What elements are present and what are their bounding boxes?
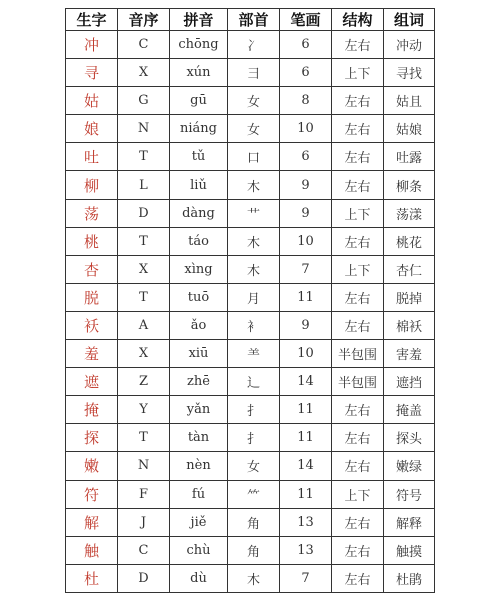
cell-initial: C [118, 536, 170, 564]
cell-pinyin: nèn [170, 452, 228, 480]
cell-initial: L [118, 171, 170, 199]
cell-structure: 半包围 [332, 368, 384, 396]
cell-character: 桃 [66, 227, 118, 255]
cell-pinyin: xìng [170, 255, 228, 283]
cell-initial: F [118, 480, 170, 508]
cell-initial: Y [118, 396, 170, 424]
cell-character: 解 [66, 508, 118, 536]
cell-radical: 彐 [228, 59, 280, 87]
cell-strokes: 11 [280, 424, 332, 452]
cell-structure: 左右 [332, 31, 384, 59]
cell-initial: T [118, 143, 170, 171]
cell-radical: 辶 [228, 368, 280, 396]
cell-character: 荡 [66, 199, 118, 227]
cell-strokes: 8 [280, 87, 332, 115]
table-row [66, 59, 435, 87]
cell-word: 解释 [384, 508, 435, 536]
cell-strokes: 13 [280, 536, 332, 564]
table-body [66, 31, 435, 593]
cell-pinyin: chōng [170, 31, 228, 59]
cell-radical: 木 [228, 255, 280, 283]
header-word: 组词 [384, 9, 435, 31]
cell-pinyin: dù [170, 564, 228, 592]
cell-strokes: 6 [280, 59, 332, 87]
cell-strokes: 10 [280, 227, 332, 255]
cell-initial: T [118, 424, 170, 452]
table-row [66, 311, 435, 339]
cell-pinyin: tǔ [170, 143, 228, 171]
cell-character: 羞 [66, 340, 118, 368]
cell-strokes: 11 [280, 283, 332, 311]
cell-structure: 上下 [332, 480, 384, 508]
cell-initial: C [118, 31, 170, 59]
cell-radical: 冫 [228, 31, 280, 59]
cell-pinyin: tuō [170, 283, 228, 311]
cell-word: 寻找 [384, 59, 435, 87]
cell-strokes: 14 [280, 368, 332, 396]
table-row [66, 480, 435, 508]
cell-structure: 左右 [332, 424, 384, 452]
cell-initial: N [118, 115, 170, 143]
header-structure: 结构 [332, 9, 384, 31]
table-row [66, 143, 435, 171]
cell-word: 探头 [384, 424, 435, 452]
cell-pinyin: xún [170, 59, 228, 87]
cell-character: 柳 [66, 171, 118, 199]
table-row [66, 87, 435, 115]
cell-structure: 左右 [332, 564, 384, 592]
cell-word: 脱掉 [384, 283, 435, 311]
cell-initial: T [118, 283, 170, 311]
cell-word: 嫩绿 [384, 452, 435, 480]
cell-strokes: 6 [280, 31, 332, 59]
cell-structure: 上下 [332, 199, 384, 227]
cell-pinyin: ǎo [170, 311, 228, 339]
cell-structure: 左右 [332, 508, 384, 536]
header-radical: 部首 [228, 9, 280, 31]
cell-pinyin: gū [170, 87, 228, 115]
cell-radical: 扌 [228, 396, 280, 424]
cell-character: 杏 [66, 255, 118, 283]
header-character: 生字 [66, 9, 118, 31]
cell-pinyin: yǎn [170, 396, 228, 424]
cell-word: 冲动 [384, 31, 435, 59]
cell-word: 害羞 [384, 340, 435, 368]
table-row [66, 31, 435, 59]
cell-structure: 左右 [332, 396, 384, 424]
header-pinyin: 拼音 [170, 9, 228, 31]
cell-initial: J [118, 508, 170, 536]
cell-structure: 左右 [332, 227, 384, 255]
cell-character: 吐 [66, 143, 118, 171]
table-row [66, 340, 435, 368]
cell-word: 遮挡 [384, 368, 435, 396]
cell-word: 触摸 [384, 536, 435, 564]
cell-strokes: 9 [280, 199, 332, 227]
cell-strokes: 11 [280, 396, 332, 424]
cell-character: 触 [66, 536, 118, 564]
table-row [66, 199, 435, 227]
table-row [66, 283, 435, 311]
cell-radical: 女 [228, 115, 280, 143]
cell-initial: N [118, 452, 170, 480]
cell-strokes: 14 [280, 452, 332, 480]
cell-structure: 左右 [332, 87, 384, 115]
cell-character: 娘 [66, 115, 118, 143]
cell-character: 姑 [66, 87, 118, 115]
table-header-row [66, 9, 435, 31]
cell-radical: 衤 [228, 311, 280, 339]
cell-radical: ⺷ [228, 340, 280, 368]
table-row [66, 227, 435, 255]
cell-structure: 左右 [332, 115, 384, 143]
table-row [66, 255, 435, 283]
cell-strokes: 7 [280, 564, 332, 592]
table-row [66, 564, 435, 592]
cell-radical: 角 [228, 508, 280, 536]
cell-strokes: 11 [280, 480, 332, 508]
cell-radical: 女 [228, 87, 280, 115]
header-strokes: 笔画 [280, 9, 332, 31]
cell-character: 遮 [66, 368, 118, 396]
table-row [66, 115, 435, 143]
cell-word: 杜鹃 [384, 564, 435, 592]
cell-pinyin: tàn [170, 424, 228, 452]
cell-structure: 上下 [332, 59, 384, 87]
cell-structure: 半包围 [332, 340, 384, 368]
table-row [66, 396, 435, 424]
cell-word: 荡漾 [384, 199, 435, 227]
cell-character: 寻 [66, 59, 118, 87]
cell-character: 杜 [66, 564, 118, 592]
cell-character: 符 [66, 480, 118, 508]
cell-pinyin: chù [170, 536, 228, 564]
cell-word: 棉袄 [384, 311, 435, 339]
cell-pinyin: fú [170, 480, 228, 508]
cell-strokes: 7 [280, 255, 332, 283]
cell-structure: 左右 [332, 143, 384, 171]
cell-word: 柳条 [384, 171, 435, 199]
cell-word: 杏仁 [384, 255, 435, 283]
cell-character: 袄 [66, 311, 118, 339]
cell-strokes: 6 [280, 143, 332, 171]
cell-character: 探 [66, 424, 118, 452]
cell-structure: 左右 [332, 311, 384, 339]
cell-character: 脱 [66, 283, 118, 311]
cell-radical: 木 [228, 227, 280, 255]
cell-radical: 女 [228, 452, 280, 480]
cell-pinyin: zhē [170, 368, 228, 396]
cell-initial: D [118, 564, 170, 592]
cell-word: 姑且 [384, 87, 435, 115]
cell-structure: 左右 [332, 283, 384, 311]
cell-pinyin: táo [170, 227, 228, 255]
cell-strokes: 9 [280, 311, 332, 339]
cell-character: 嫩 [66, 452, 118, 480]
cell-radical: 月 [228, 283, 280, 311]
cell-radical: 艹 [228, 199, 280, 227]
cell-word: 符号 [384, 480, 435, 508]
cell-pinyin: jiě [170, 508, 228, 536]
cell-initial: X [118, 255, 170, 283]
cell-word: 姑娘 [384, 115, 435, 143]
cell-pinyin: xiū [170, 340, 228, 368]
cell-structure: 左右 [332, 452, 384, 480]
cell-word: 吐露 [384, 143, 435, 171]
cell-character: 冲 [66, 31, 118, 59]
cell-initial: X [118, 340, 170, 368]
header-initial: 音序 [118, 9, 170, 31]
table-row [66, 171, 435, 199]
cell-strokes: 10 [280, 340, 332, 368]
vocabulary-table [65, 8, 435, 593]
cell-pinyin: niáng [170, 115, 228, 143]
cell-initial: Z [118, 368, 170, 396]
cell-radical: 木 [228, 564, 280, 592]
cell-pinyin: liǔ [170, 171, 228, 199]
cell-radical: 扌 [228, 424, 280, 452]
cell-radical: 角 [228, 536, 280, 564]
table-row [66, 424, 435, 452]
cell-initial: T [118, 227, 170, 255]
table-row [66, 452, 435, 480]
cell-strokes: 13 [280, 508, 332, 536]
cell-character: 掩 [66, 396, 118, 424]
cell-word: 掩盖 [384, 396, 435, 424]
cell-initial: G [118, 87, 170, 115]
table-row [66, 508, 435, 536]
cell-initial: D [118, 199, 170, 227]
cell-structure: 左右 [332, 536, 384, 564]
table-row [66, 368, 435, 396]
cell-radical: 口 [228, 143, 280, 171]
cell-structure: 上下 [332, 255, 384, 283]
cell-radical: ⺮ [228, 480, 280, 508]
cell-structure: 左右 [332, 171, 384, 199]
table-row [66, 536, 435, 564]
cell-initial: A [118, 311, 170, 339]
cell-initial: X [118, 59, 170, 87]
cell-strokes: 10 [280, 115, 332, 143]
cell-radical: 木 [228, 171, 280, 199]
cell-word: 桃花 [384, 227, 435, 255]
cell-strokes: 9 [280, 171, 332, 199]
cell-pinyin: dàng [170, 199, 228, 227]
